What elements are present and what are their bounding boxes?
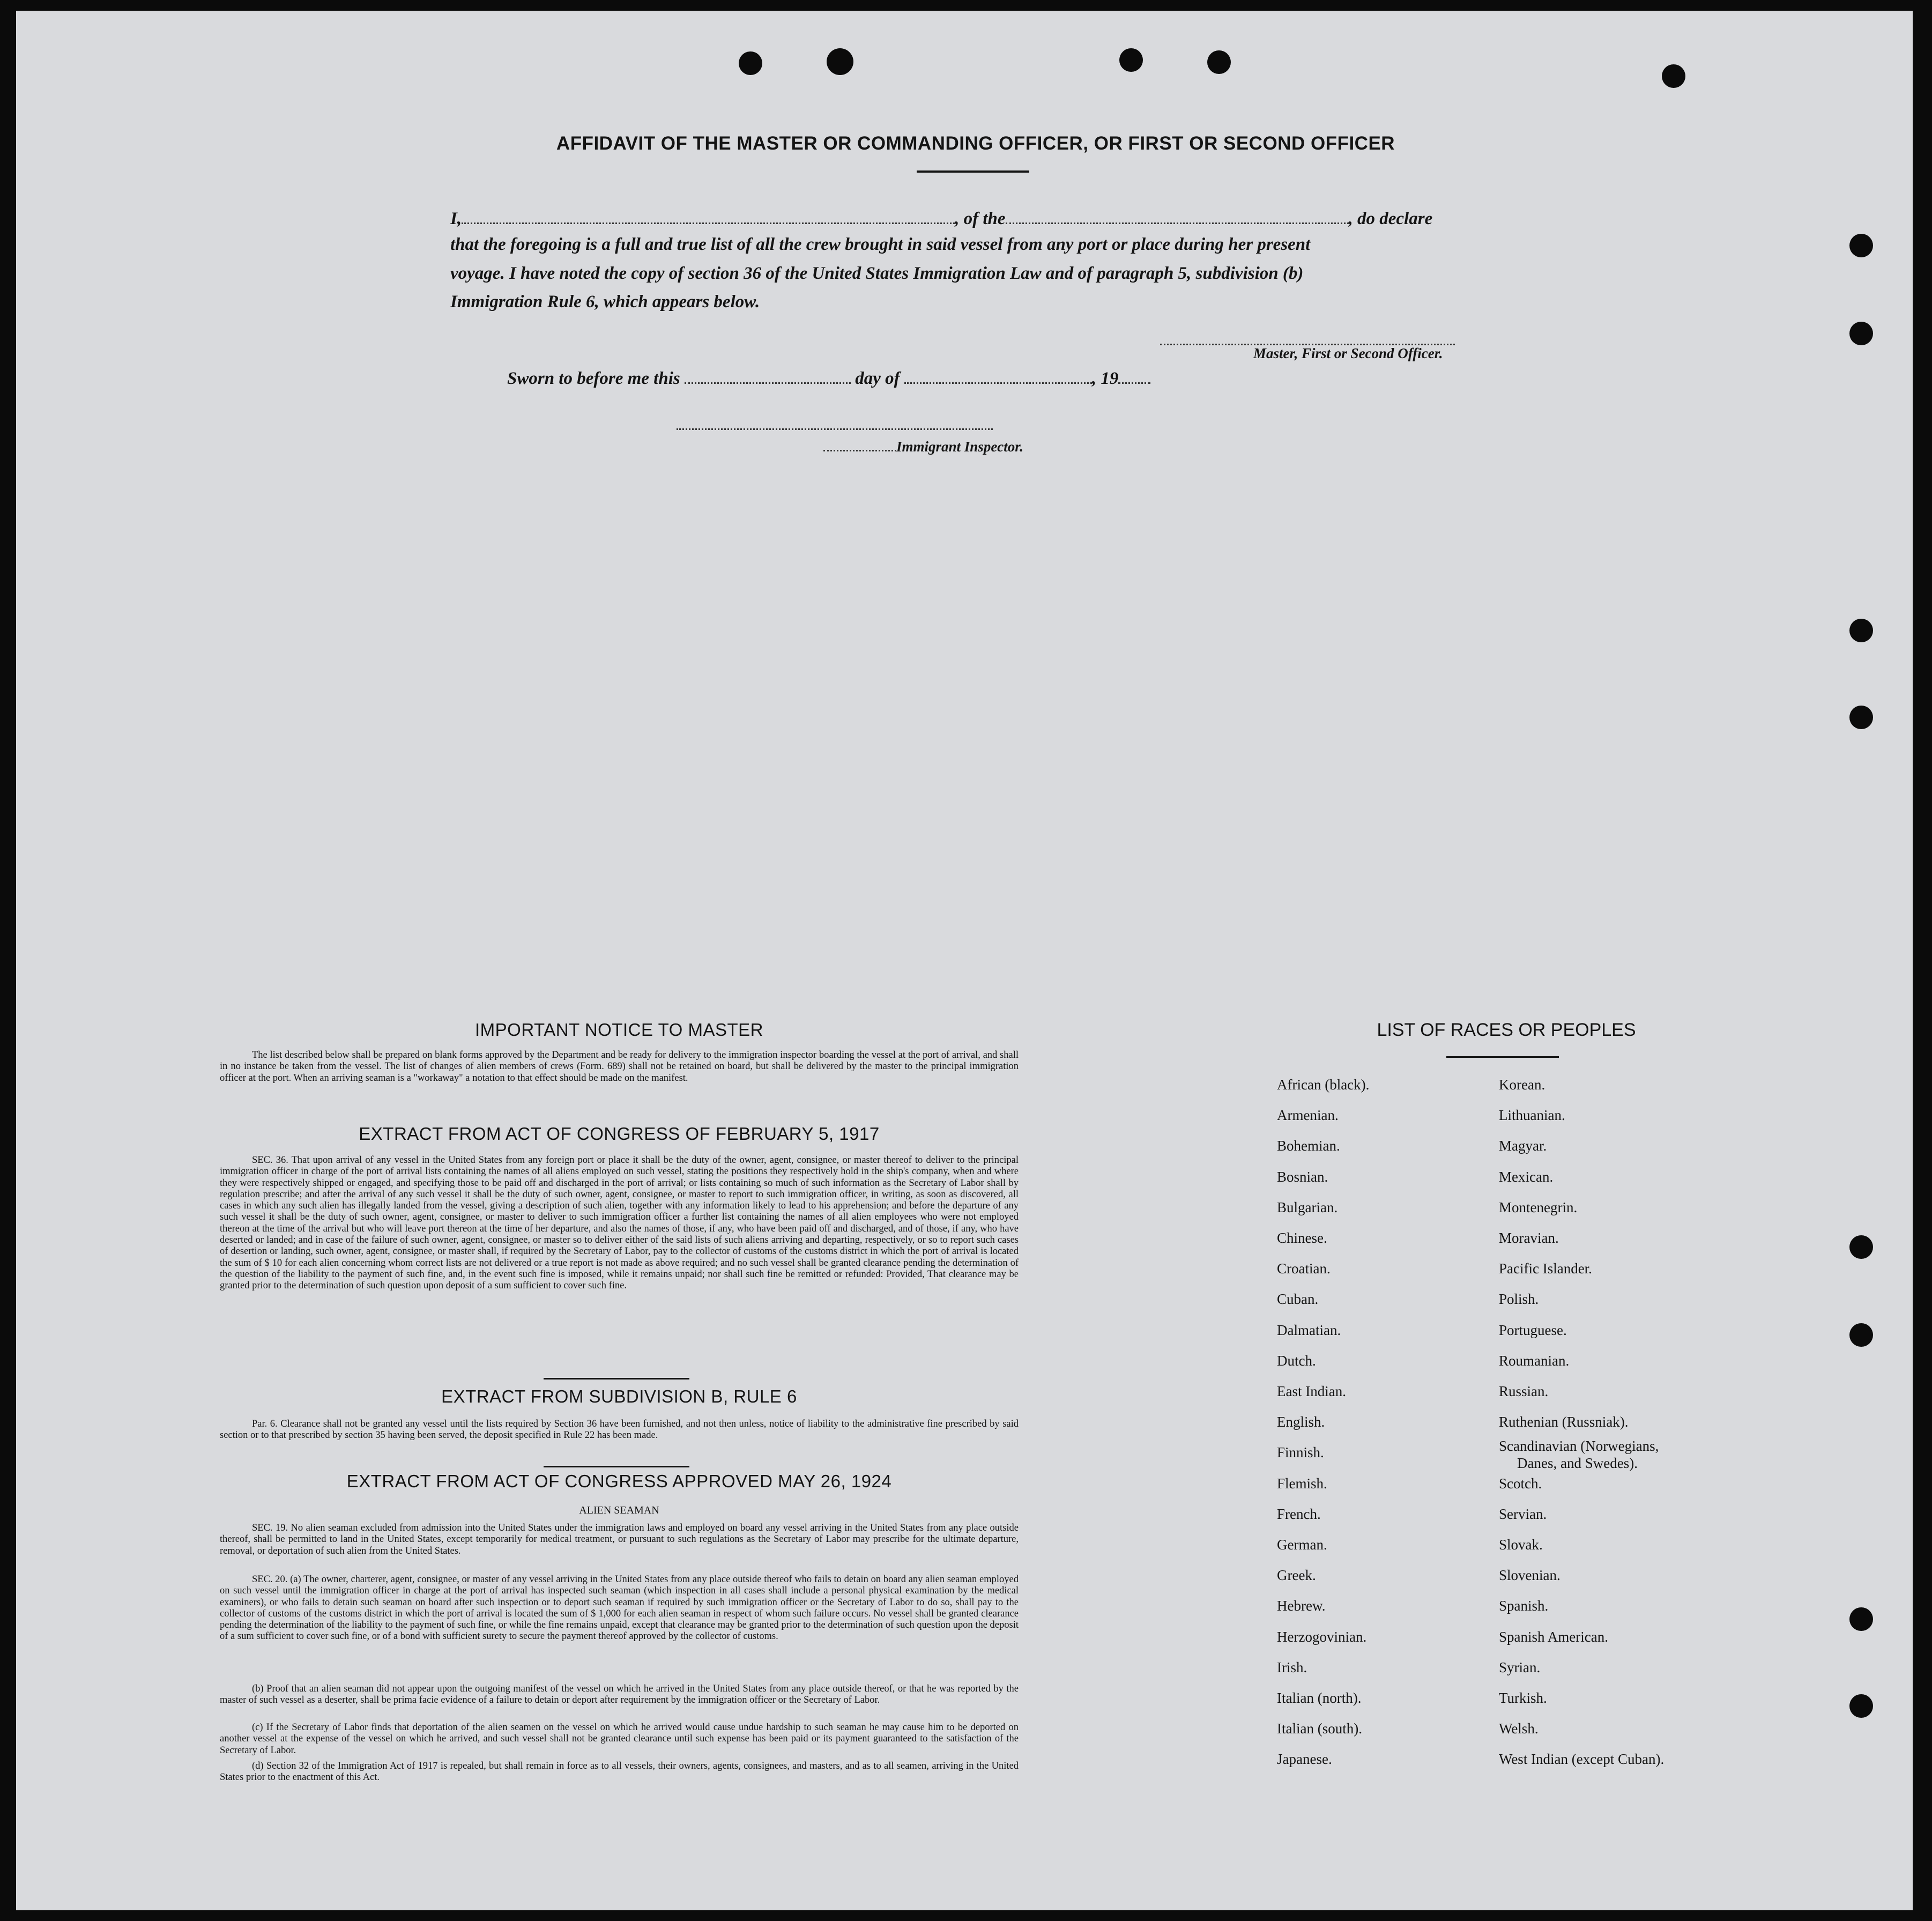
affidavit-line-2: that the foregoing is a full and true list of all the crew brought in said vessel from any port or place during her present: [450, 235, 1311, 254]
race-item-continuation: Danes, and Swedes).: [1517, 1455, 1638, 1471]
year-label: , 19: [1091, 369, 1119, 388]
punch-hole: [739, 51, 762, 75]
punch-hole: [1207, 50, 1231, 74]
race-item: Flemish.: [1277, 1475, 1327, 1492]
punch-hole: [1849, 234, 1873, 257]
race-item: Russian.: [1499, 1383, 1549, 1399]
inspector-dots: [823, 449, 896, 451]
race-item: French.: [1277, 1506, 1321, 1522]
race-item: Servian.: [1499, 1506, 1547, 1522]
race-item: Chinese.: [1277, 1230, 1327, 1246]
race-item: Turkish.: [1499, 1690, 1547, 1706]
race-item: Japanese.: [1277, 1751, 1332, 1767]
notice-body: The list described below shall be prepared on blank forms approved by the Department and be ready for delivery to the immigration inspector boarding the vessel at the port of arrival, and shall in no instance be taken from the vessel. The list of changes of alien members of crews (Form. 689) shall not be retained on board, but shall be delivered by the master to the principal immigration officer at the port. When an arriving seaman is a "workaway" a notation to that effect should be made on the manifest.: [220, 1050, 1019, 1084]
punch-hole: [1849, 706, 1873, 729]
race-item: English.: [1277, 1414, 1325, 1430]
race-item: Greek.: [1277, 1567, 1316, 1583]
sec20a-body: SEC. 20. (a) The owner, charterer, agent, consignee, or master of any vessel arriving in the United States from any place outside thereof who fails to detain on board any alien seaman employed on such vessel until the immigration officer in charge at the port of arrival has inspected such seaman (which inspection in all cases shall include a personal physical examination by the medical examiners), or who fails to detain such seaman on board after such inspection or to deport such seaman if required by such immigration officer or the Secretary of Labor to do so, shall pay to the collector of customs of the customs district in which the port of arrival is located the sum of $ 1,000 for each alien seaman in respect of whom such failure occurs. No vessel shall be granted clearance pending the determination of the liability to the payment of such fine, or while the fine remains unpaid, except that clearance may be granted prior to the determination of such question upon the deposit of a sum sufficient to cover such fine, or of a bond with sufficient surety to secure the payment thereof approved by the collector of customs.: [220, 1574, 1019, 1642]
race-item: Magyar.: [1499, 1138, 1547, 1154]
sec20c-body: (c) If the Secretary of Labor finds that deportation of the alien seamen on the vessel on which he arrived would cause undue hardship to such seaman he may cause him to be deported on another vessel at the expense of the vessel on which he arrived, and such vessel shall not be granted clearance until such expense has been paid or its payment guaranteed to the satisfaction of the Secretary of Labor.: [220, 1722, 1019, 1756]
race-item: Moravian.: [1499, 1230, 1559, 1246]
race-item: Lithuanian.: [1499, 1107, 1565, 1123]
race-item: Dutch.: [1277, 1353, 1316, 1369]
inspector-line: [823, 439, 1023, 455]
extract-1917-body: SEC. 36. That upon arrival of any vessel in the United States from any foreign port or place it shall be the duty of the owner, agent, consignee, or master thereof to deliver to the principal immigration officer in charge of the port of arrival lists containing the names of all aliens employed on such vessel, stating the positions they respectively hold in the ship's company, when and where they were respectively shipped or engaged, and specifying those to be paid off and discharged in the port of arrival; or lists containing so much of such information as the Secretary of Labor shall by regulation prescribe; and after the arrival of any such vessel it shall be the duty of such owner, agent, consignee, or master to report to such immigration officer, in writing, as soon as discovered, all cases in which any such alien has illegally landed from the vessel, giving a description of such alien, together with any information likely to lead to his apprehension; and before the departure of any such vessel it shall be the duty of such owner, agent, consignee, or master to deliver to such immigration officer a further list containing the names of all alien employees who were not employed thereon at the time of the arrival but who will leave port thereon at the time of her departure, and also the names of those, if any, who have been paid off and discharged, and of those, if any, who have deserted or landed; and in case of the failure of such owner, agent, consignee, or master so to deliver either of the said lists of such aliens arriving and departing, respectively, or so to report such cases of desertion or landing, such owner, agent, consignee, or master shall, if required by the Secretary of Labor, pay to the collector of customs of the customs district in which the port of arrival is located the sum of $ 10 for each alien concerning whom correct lists are not delivered or a true report is not made as above required; and no such vessel shall be granted clearance pending the determination of the question of the liability to the payment of such fine, and, in the event such fine is imposed, while it remains unpaid; nor shall such fine be remitted or refunded: Provided, That clearance may be granted prior to the determination of such question upon deposit of a sum sufficient to cover such fine.: [220, 1155, 1019, 1292]
race-item: Scotch.: [1499, 1475, 1542, 1492]
extract-rule6-title: EXTRACT FROM SUBDIVISION B, RULE 6: [441, 1386, 797, 1406]
race-item: Polish.: [1499, 1291, 1539, 1307]
alien-seaman-subtitle: ALIEN SEAMAN: [579, 1504, 659, 1516]
affidavit-line-4: Immigration Rule 6, which appears below.: [450, 292, 760, 311]
race-item: Armenian.: [1277, 1107, 1339, 1123]
race-item: Scandinavian (Norwegians,: [1499, 1438, 1659, 1454]
affidavit-title: AFFIDAVIT OF THE MASTER OR COMMANDING OFFICER, OR FIRST OR SECOND OFFICER: [556, 133, 1395, 154]
race-item: Syrian.: [1499, 1659, 1541, 1675]
race-item: Bulgarian.: [1277, 1199, 1338, 1215]
race-item: Italian (north).: [1277, 1690, 1362, 1706]
race-item: West Indian (except Cuban).: [1499, 1751, 1665, 1767]
race-item: Irish.: [1277, 1659, 1307, 1675]
races-title: LIST OF RACES OR PEOPLES: [1377, 1020, 1636, 1040]
punch-hole: [1849, 1607, 1873, 1631]
inspector-label: Immigrant Inspector.: [896, 439, 1024, 455]
race-item: Portuguese.: [1499, 1322, 1567, 1338]
race-item: Cuban.: [1277, 1291, 1319, 1307]
punch-hole: [1849, 1323, 1873, 1347]
affidavit-line-3: voyage. I have noted the copy of section 36 of the United States Immigration Law and of paragraph 5, subdivision (b): [450, 264, 1304, 283]
race-item: Roumanian.: [1499, 1353, 1570, 1369]
sworn-line: [507, 369, 1150, 389]
sworn-label: Sworn to before me this: [507, 369, 680, 388]
race-item: Finnish.: [1277, 1444, 1324, 1460]
punch-hole: [1662, 64, 1685, 88]
punch-hole: [1849, 1694, 1873, 1718]
race-item: Dalmatian.: [1277, 1322, 1341, 1338]
race-item: Spanish.: [1499, 1598, 1549, 1614]
divider: [917, 170, 1029, 173]
divider: [544, 1466, 689, 1467]
blank-month[interactable]: [904, 382, 1092, 384]
race-item: Bohemian.: [1277, 1138, 1340, 1154]
race-item: Hebrew.: [1277, 1598, 1326, 1614]
punch-hole: [827, 48, 853, 75]
race-item: Italian (south).: [1277, 1720, 1362, 1737]
signature-label: Master, First or Second Officer.: [1253, 345, 1443, 361]
blank-name[interactable]: [462, 222, 955, 224]
race-item: East Indian.: [1277, 1383, 1346, 1399]
affidavit-declare: , do declare: [1348, 209, 1433, 228]
blank-day[interactable]: [685, 382, 851, 384]
affidavit-line-1: [450, 209, 1432, 229]
race-item: Ruthenian (Russniak).: [1499, 1414, 1629, 1430]
day-of-label: day of: [855, 369, 900, 388]
extract-1924-title: EXTRACT FROM ACT OF CONGRESS APPROVED MAY 26, 1924: [346, 1471, 892, 1491]
sec20d-body: (d) Section 32 of the Immigration Act of 1917 is repealed, but shall remain in force as to all vessels, their owners, agents, consignees, and masters, and as to all seamen, arriving in the United States prior to the enactment of this Act.: [220, 1761, 1019, 1783]
extract-1917-title: EXTRACT FROM ACT OF CONGRESS OF FEBRUARY 5, 1917: [359, 1124, 880, 1144]
punch-hole: [1849, 619, 1873, 642]
blank-vessel[interactable]: [1006, 222, 1349, 224]
race-item: African (black).: [1277, 1077, 1370, 1093]
race-item: Herzogovinian.: [1277, 1629, 1367, 1645]
sec19-body: SEC. 19. No alien seaman excluded from admission into the United States under the immigration laws and employed on board any vessel arriving in the United States from any place outside thereof, shall be permitted to land in the United States, except temporarily for medical treatment, or pursuant to such regulations as the Secretary of Labor may prescribe for the ultimate departure, removal, or deportation of such alien from the United States.: [220, 1523, 1019, 1556]
race-item: Welsh.: [1499, 1720, 1539, 1737]
race-item: Spanish American.: [1499, 1629, 1608, 1645]
race-item: Slovak.: [1499, 1537, 1543, 1553]
punch-hole: [1849, 1235, 1873, 1259]
race-item: German.: [1277, 1537, 1327, 1553]
extract-rule6-body: Par. 6. Clearance shall not be granted any vessel until the lists required by Section 36 have been furnished, and not then unless, notice of liability to the administrative fine prescribed by said section or to that prescribed by section 35 having been served, the deposit specified in Rule 22 has been made.: [220, 1419, 1019, 1441]
race-item: Mexican.: [1499, 1169, 1554, 1185]
blank-year[interactable]: [1118, 382, 1150, 384]
punch-hole: [1849, 322, 1873, 345]
race-item: Montenegrin.: [1499, 1199, 1578, 1215]
race-item: Croatian.: [1277, 1260, 1331, 1277]
affidavit-i: I,: [450, 209, 462, 228]
inspector-signature-line[interactable]: [677, 428, 993, 430]
divider: [544, 1378, 689, 1379]
divider: [1446, 1056, 1559, 1058]
race-item: Bosnian.: [1277, 1169, 1328, 1185]
race-item: Slovenian.: [1499, 1567, 1561, 1583]
punch-hole: [1119, 48, 1143, 72]
race-item: Pacific Islander.: [1499, 1260, 1592, 1277]
affidavit-of-the: , of the: [955, 209, 1006, 228]
notice-title: IMPORTANT NOTICE TO MASTER: [474, 1020, 763, 1040]
sec20b-body: (b) Proof that an alien seaman did not appear upon the outgoing manifest of the vessel on which he arrived in the United States from any place outside thereof, or that he was reported by the master of such vessel as a deserter, shall be prima facie evidence of a failure to detain or deport after requirement by the immigration officer or the Secretary of Labor.: [220, 1683, 1019, 1706]
race-item: Korean.: [1499, 1077, 1545, 1093]
